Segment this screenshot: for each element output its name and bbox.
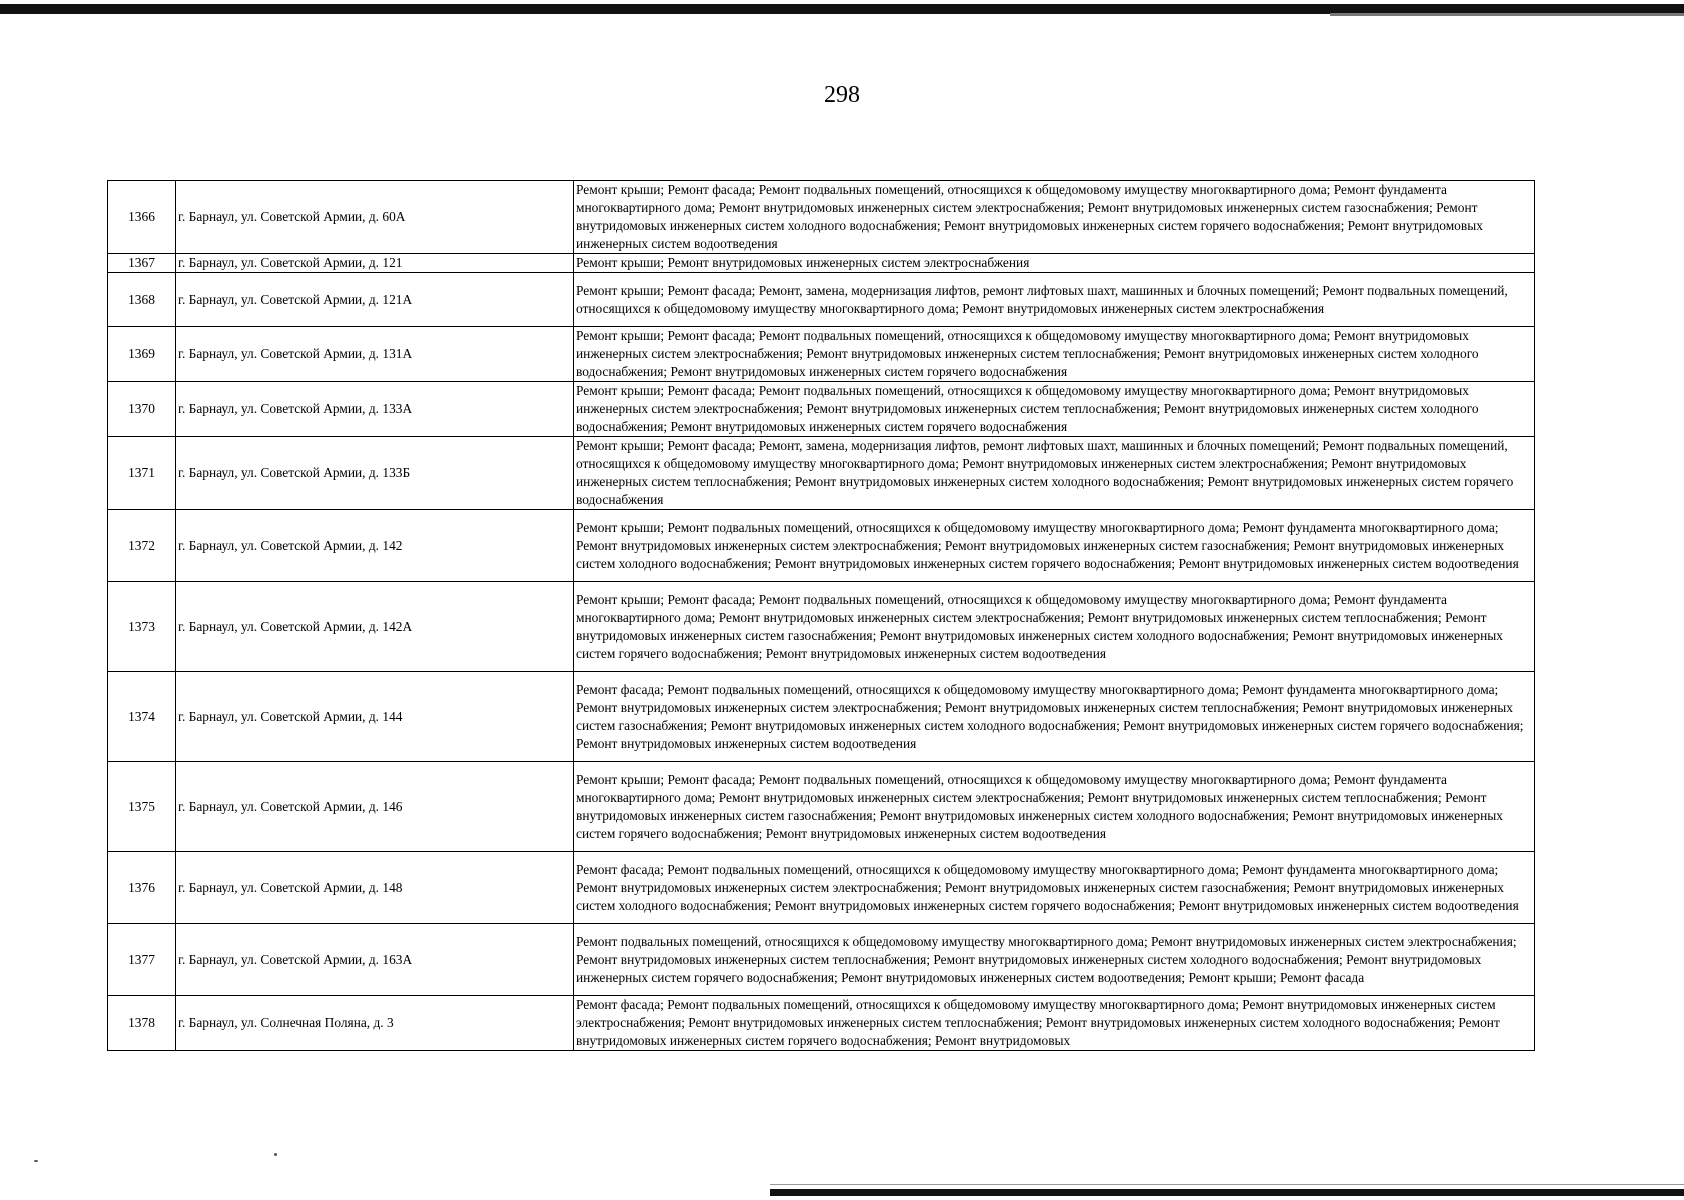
row-works: Ремонт крыши; Ремонт фасада; Ремонт, замена, модернизация лифтов, ремонт лифтовых шахт, машинных и блочных помещений; Ремонт подвальных помещений, относящихся к общедомовому имуществу многоквартирного дома; Ремонт внутридомовых инженерных систем электроснабжения [574, 273, 1535, 327]
row-number: 1371 [108, 437, 176, 510]
row-number: 1370 [108, 382, 176, 437]
row-number: 1375 [108, 762, 176, 852]
row-address: г. Барнаул, ул. Советской Армии, д. 148 [176, 852, 574, 924]
table-row [108, 762, 1535, 852]
row-address: г. Барнаул, ул. Солнечная Поляна, д. 3 [176, 996, 574, 1051]
row-address: г. Барнаул, ул. Советской Армии, д. 133Б [176, 437, 574, 510]
page-number: 298 [824, 82, 860, 108]
row-works: Ремонт фасада; Ремонт подвальных помещений, относящихся к общедомовому имуществу многоквартирного дома; Ремонт фундамента многоквартирного дома; Ремонт внутридомовых инженерных систем электроснабжения; Ремонт внутридомовых инженерных систем газоснабжения; Ремонт внутридомовых инженерных систем холодного водоснабжения; Ремонт внутридомовых инженерных систем горячего водоснабжения; Ремонт внутридомовых инженерных систем водоотведения [574, 852, 1535, 924]
table-row [108, 273, 1535, 327]
table-row [108, 437, 1535, 510]
row-works: Ремонт фасада; Ремонт подвальных помещений, относящихся к общедомовому имуществу многоквартирного дома; Ремонт внутридомовых инженерных систем электроснабжения; Ремонт внутридомовых инженерных систем теплоснабжения; Ремонт внутридомовых инженерных систем холодного водоснабжения; Ремонт внутридомовых инженерных систем горячего водоснабжения; Ремонт внутридомовых [574, 996, 1535, 1051]
table-row [108, 510, 1535, 582]
row-number: 1372 [108, 510, 176, 582]
row-number: 1366 [108, 181, 176, 254]
row-works: Ремонт крыши; Ремонт подвальных помещений, относящихся к общедомовому имуществу многоквартирного дома; Ремонт фундамента многоквартирного дома; Ремонт внутридомовых инженерных систем электроснабжения; Ремонт внутридомовых инженерных систем газоснабжения; Ремонт внутридомовых инженерных систем холодного водоснабжения; Ремонт внутридомовых инженерных систем горячего водоснабжения; Ремонт внутридомовых инженерных систем водоотведения [574, 510, 1535, 582]
row-works: Ремонт фасада; Ремонт подвальных помещений, относящихся к общедомовому имуществу многоквартирного дома; Ремонт фундамента многоквартирного дома; Ремонт внутридомовых инженерных систем электроснабжения; Ремонт внутридомовых инженерных систем теплоснабжения; Ремонт внутридомовых инженерных систем газоснабжения; Ремонт внутридомовых инженерных систем холодного водоснабжения; Ремонт внутридомовых инженерных систем горячего водоснабжения; Ремонт внутридомовых инженерных систем водоотведения [574, 672, 1535, 762]
row-number: 1369 [108, 327, 176, 382]
row-works: Ремонт подвальных помещений, относящихся к общедомовому имуществу многоквартирного дома; Ремонт внутридомовых инженерных систем электроснабжения; Ремонт внутридомовых инженерных систем теплоснабжения; Ремонт внутридомовых инженерных систем холодного водоснабжения; Ремонт внутридомовых инженерных систем горячего водоснабжения; Ремонт внутридомовых инженерных систем водоотведения; Ремонт крыши; Ремонт фасада [574, 924, 1535, 996]
row-address: г. Барнаул, ул. Советской Армии, д. 142А [176, 582, 574, 672]
row-address: г. Барнаул, ул. Советской Армии, д. 142 [176, 510, 574, 582]
row-number: 1377 [108, 924, 176, 996]
row-number: 1376 [108, 852, 176, 924]
row-address: г. Барнаул, ул. Советской Армии, д. 121А [176, 273, 574, 327]
row-works: Ремонт крыши; Ремонт фасада; Ремонт подвальных помещений, относящихся к общедомовому имуществу многоквартирного дома; Ремонт внутридомовых инженерных систем электроснабжения; Ремонт внутридомовых инженерных систем теплоснабжения; Ремонт внутридомовых инженерных систем холодного водоснабжения; Ремонт внутридомовых инженерных систем горячего водоснабжения [574, 382, 1535, 437]
scan-speck [274, 1153, 277, 1156]
scan-bottom-edge [770, 1189, 1684, 1196]
row-number: 1378 [108, 996, 176, 1051]
row-number: 1368 [108, 273, 176, 327]
works-table [107, 180, 1535, 1051]
table-row [108, 254, 1535, 273]
row-works: Ремонт крыши; Ремонт фасада; Ремонт подвальных помещений, относящихся к общедомовому имуществу многоквартирного дома; Ремонт фундамента многоквартирного дома; Ремонт внутридомовых инженерных систем электроснабжения; Ремонт внутридомовых инженерных систем газоснабжения; Ремонт внутридомовых инженерных систем холодного водоснабжения; Ремонт внутридомовых инженерных систем горячего водоснабжения; Ремонт внутридомовых инженерных систем водоотведения [574, 181, 1535, 254]
table-row [108, 327, 1535, 382]
row-number: 1374 [108, 672, 176, 762]
row-address: г. Барнаул, ул. Советской Армии, д. 60А [176, 181, 574, 254]
table-row [108, 852, 1535, 924]
row-number: 1373 [108, 582, 176, 672]
row-address: г. Барнаул, ул. Советской Армии, д. 131А [176, 327, 574, 382]
row-works: Ремонт крыши; Ремонт фасада; Ремонт подвальных помещений, относящихся к общедомовому имуществу многоквартирного дома; Ремонт фундамента многоквартирного дома; Ремонт внутридомовых инженерных систем электроснабжения; Ремонт внутридомовых инженерных систем теплоснабжения; Ремонт внутридомовых инженерных систем газоснабжения; Ремонт внутридомовых инженерных систем холодного водоснабжения; Ремонт внутридомовых инженерных систем горячего водоснабжения; Ремонт внутридомовых инженерных систем водоотведения [574, 762, 1535, 852]
row-address: г. Барнаул, ул. Советской Армии, д. 144 [176, 672, 574, 762]
row-works: Ремонт крыши; Ремонт фасада; Ремонт, замена, модернизация лифтов, ремонт лифтовых шахт, машинных и блочных помещений; Ремонт подвальных помещений, относящихся к общедомовому имуществу многоквартирного дома; Ремонт внутридомовых инженерных систем электроснабжения; Ремонт внутридомовых инженерных систем теплоснабжения; Ремонт внутридомовых инженерных систем холодного водоснабжения; Ремонт внутридомовых инженерных систем горячего водоснабжения [574, 437, 1535, 510]
table-row [108, 382, 1535, 437]
scan-bottom-edge-line [770, 1184, 1684, 1185]
row-address: г. Барнаул, ул. Советской Армии, д. 121 [176, 254, 574, 273]
table-row [108, 996, 1535, 1051]
row-works: Ремонт крыши; Ремонт фасада; Ремонт подвальных помещений, относящихся к общедомовому имуществу многоквартирного дома; Ремонт внутридомовых инженерных систем электроснабжения; Ремонт внутридомовых инженерных систем теплоснабжения; Ремонт внутридомовых инженерных систем холодного водоснабжения; Ремонт внутридомовых инженерных систем горячего водоснабжения [574, 327, 1535, 382]
scan-top-edge-fade [1330, 13, 1684, 16]
row-number: 1367 [108, 254, 176, 273]
row-address: г. Барнаул, ул. Советской Армии, д. 163А [176, 924, 574, 996]
row-address: г. Барнаул, ул. Советской Армии, д. 146 [176, 762, 574, 852]
row-address: г. Барнаул, ул. Советской Армии, д. 133А [176, 382, 574, 437]
table-row [108, 181, 1535, 254]
scan-speck [34, 1160, 38, 1162]
row-works: Ремонт крыши; Ремонт фасада; Ремонт подвальных помещений, относящихся к общедомовому имуществу многоквартирного дома; Ремонт фундамента многоквартирного дома; Ремонт внутридомовых инженерных систем электроснабжения; Ремонт внутридомовых инженерных систем теплоснабжения; Ремонт внутридомовых инженерных систем газоснабжения; Ремонт внутридомовых инженерных систем холодного водоснабжения; Ремонт внутридомовых инженерных систем горячего водоснабжения; Ремонт внутридомовых инженерных систем водоотведения [574, 582, 1535, 672]
table-row [108, 924, 1535, 996]
table-row [108, 672, 1535, 762]
table-row [108, 582, 1535, 672]
row-works: Ремонт крыши; Ремонт внутридомовых инженерных систем электроснабжения [574, 254, 1535, 273]
